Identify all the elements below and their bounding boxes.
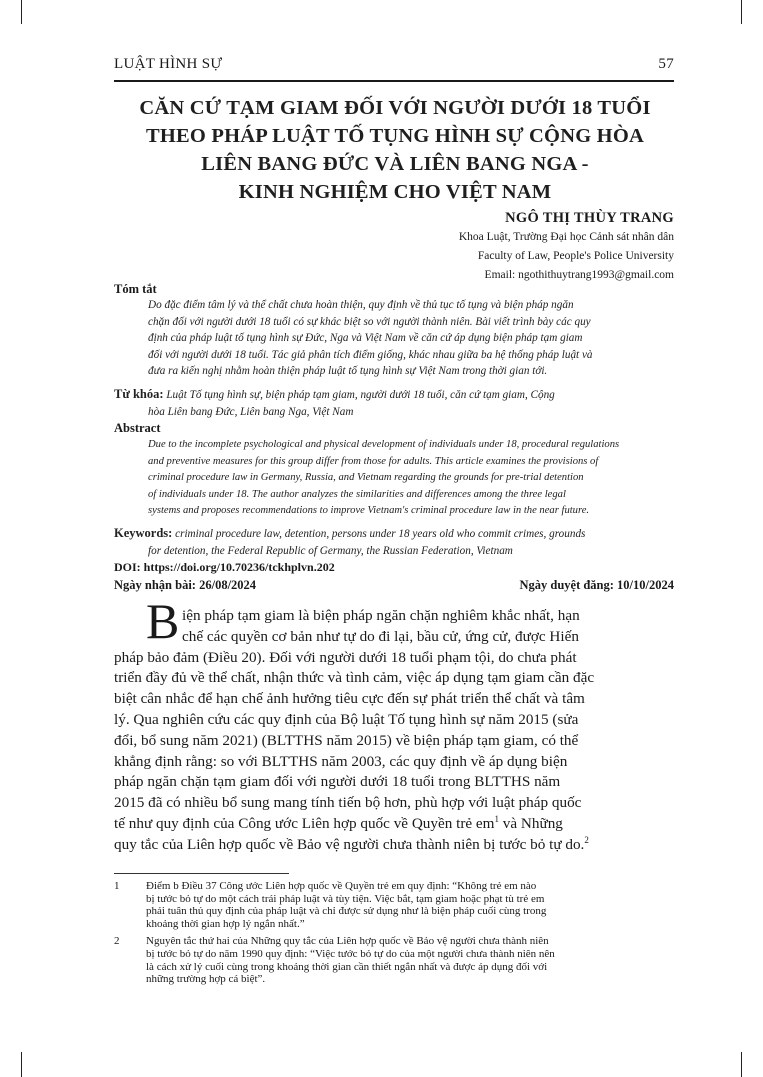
footnote-line: bị tước bỏ tự do một cách trái pháp luật và tùy tiện. Việc bắt, tạm giam hoặc phạt tù trẻ em: [146, 892, 545, 905]
received-date: Ngày nhận bài: 26/08/2024: [114, 578, 257, 592]
body-text: [114, 606, 674, 856]
body-line: khẳng định rằng: so với BLTTHS năm 2003, các quy định về áp dụng biện: [114, 752, 568, 770]
journal-section-name: LUẬT HÌNH SỰ: [114, 56, 223, 72]
keywords-vi-label: Từ khóa:: [114, 387, 164, 401]
abstract-en-text: [148, 437, 674, 520]
author-name: NGÔ THỊ THÙY TRANG: [505, 210, 674, 226]
title-line: LIÊN BANG ĐỨC VÀ LIÊN BANG NGA -: [201, 153, 589, 175]
affiliation-vi: Khoa Luật, Trường Đại học Cảnh sát nhân dân: [458, 231, 674, 243]
body-line: [114, 606, 674, 627]
body-line: 2015 đã có nhiều bổ sung mang tính tiến bộ hơn, phù hợp với luật pháp quốc: [114, 794, 582, 812]
crop-mark-top-right: [741, 0, 742, 24]
body-line: [114, 627, 674, 648]
body-line: đổi, bổ sung năm 2021) (BLTTHS năm 2015) về biện pháp tạm giam, có thể: [114, 731, 579, 749]
keywords-en-label: Keywords:: [114, 526, 173, 540]
title-line: CĂN CỨ TẠM GIAM ĐỐI VỚI NGƯỜI DƯỚI 18 TUỔI: [139, 97, 651, 119]
crop-mark-bottom-right: [741, 1052, 742, 1077]
body-line: [114, 835, 674, 856]
title-line: KINH NGHIỆM CHO VIỆT NAM: [238, 181, 552, 203]
body-line-text: iện pháp tạm giam là biện pháp ngăn chặn nghiêm khắc nhất, hạn: [182, 607, 580, 624]
body-line: biệt cân nhắc để hạn chế ảnh hưởng tiêu cực đến sự phát triển thể chất và tâm: [114, 690, 585, 708]
body-line: pháp ngăn chặn tạm giam đối với người dưới 18 tuổi trong BLTTHS năm: [114, 773, 561, 791]
footnote-ref-2[interactable]: 2: [584, 834, 589, 845]
header-rule: [114, 80, 674, 82]
abstract-en-line: and preventive measures for this group differ from those for adults. This article examines the provisions of: [148, 455, 599, 467]
footnote: [114, 935, 674, 985]
drop-cap: B: [146, 593, 180, 649]
body-line-text: và Những: [498, 814, 563, 832]
keywords-en-line: criminal procedure law, detention, persons under 18 years old who commit crimes, grounds: [175, 528, 586, 540]
abstract-en-line: Due to the incomplete psychological and physical development of individuals under 18, procedural regulations: [148, 439, 620, 450]
summary-vi-text: [148, 297, 674, 380]
footnote-number: 1: [114, 880, 120, 892]
abstract-en-line: systems and proposes recommendations to improve Vietnam's criminal procedure law in the near future.: [148, 505, 590, 517]
keywords-vi: [114, 386, 674, 420]
doi-line: DOI: https://doi.org/10.70236/tckhplvn.202: [114, 560, 335, 574]
footnote-line: là cách xử lý cuối cùng trong khoảng thời gian cần thiết ngắn nhất và được áp dụng đối với: [146, 960, 548, 973]
summary-vi-line: Do đặc điểm tâm lý và thể chất chưa hoàn thiện, quy định về thủ tục tố tụng và biện pháp ngăn: [148, 299, 574, 311]
abstract-en-line: criminal procedure law in Germany, Russia, and Vietnam regarding the grounds for pre-trial detention: [148, 472, 584, 484]
summary-vi-line: đối với người dưới 18 tuổi. Tác giả phân tích điểm giống, khác nhau giữa ba hệ thống pháp luật và: [148, 348, 593, 361]
title-line: THEO PHÁP LUẬT TỐ TỤNG HÌNH SỰ CỘNG HÒA: [146, 125, 644, 147]
footnote-rule: [114, 873, 289, 874]
keywords-vi-line: Luật Tố tụng hình sự, biện pháp tạm giam, người dưới 18 tuổi, căn cứ tạm giam, Cộng: [166, 389, 555, 401]
body-line: [114, 814, 674, 835]
author-block: [300, 208, 674, 285]
body-line: triển đầy đủ về thể chất, nhận thức và tình cảm, việc áp dụng tạm giam cần đặc: [114, 669, 595, 687]
footnote-ref-1[interactable]: 1: [494, 813, 499, 824]
crop-mark-top-left: [21, 0, 22, 24]
keywords-en: [114, 525, 674, 559]
author-email: Email: ngothithuytrang1993@gmail.com: [484, 269, 674, 281]
affiliation-en: Faculty of Law, People's Police University: [477, 250, 674, 262]
summary-vi-line: đưa ra kiến nghị nhằm hoàn thiện pháp luật tố tụng hình sự Việt Nam trong thời gian tới.: [148, 365, 548, 378]
summary-vi-label: Tóm tắt: [114, 282, 157, 296]
crop-mark-bottom-left: [21, 1052, 22, 1077]
body-line-text: quy tắc của Liên hợp quốc về Bảo vệ người chưa thành niên bị tước bỏ tự do.: [114, 835, 585, 853]
footnote-line: Nguyên tắc thứ hai của Những quy tắc của Liên hợp quốc về Bảo vệ người chưa thành niên: [146, 935, 549, 948]
footnote-line: khoảng thời gian hợp lý ngắn nhất.”: [146, 917, 305, 930]
body-line-text: tế như quy định của Công ước Liên hợp quốc về Quyền trẻ em: [114, 814, 495, 832]
abstract-en-line: of individuals under 18. The author analyzes the similarities and differences among the three legal: [148, 488, 566, 500]
body-line: lý. Qua nghiên cứu các quy định của Bộ luật Tố tụng hình sự năm 2015 (sửa: [114, 710, 579, 728]
keywords-vi-line: hòa Liên bang Đức, Liên bang Nga, Việt Nam: [148, 405, 354, 418]
article-title: [100, 94, 690, 206]
running-header: [114, 56, 674, 73]
body-line-text: chế các quyền cơ bản như tự do đi lại, bầu cử, ứng cử, được Hiến: [182, 627, 579, 645]
dates-line: [114, 578, 674, 593]
summary-vi-line: định của pháp luật tố tụng hình sự Đức, Nga và Việt Nam về căn cứ áp dụng biện pháp tạm giam: [148, 332, 583, 345]
footnote: [114, 880, 674, 930]
footnote-number: 2: [114, 935, 120, 948]
footnote-line: bị tước bỏ tự do năm 1990 quy định: “Việc tước bỏ tự do của một người chưa thành niên nên: [146, 947, 555, 960]
abstract-en-label: Abstract: [114, 421, 161, 435]
footnotes: [114, 880, 674, 991]
page-number: 57: [658, 56, 674, 72]
accepted-date: Ngày duyệt đăng: 10/10/2024: [519, 578, 674, 592]
keywords-en-line: for detention, the Federal Republic of Germany, the Russian Federation, Vietnam: [148, 544, 513, 557]
footnote-line: phải tuân thủ quy định của pháp luật và chỉ được sử dụng như là biện pháp cuối cùng trong: [146, 905, 547, 918]
summary-vi-line: chặn đối với người dưới 18 tuổi có sự khác biệt so với người thành niên. Bài viết trình bày các quy: [148, 315, 591, 328]
footnote-line: Điểm b Điều 37 Công ước Liên hợp quốc về Quyền trẻ em quy định: “Không trẻ em nào: [146, 880, 537, 892]
footnote-line: những trường hợp cá biệt”.: [146, 973, 266, 986]
body-line: pháp bảo đảm (Điều 20). Đối với người dưới 18 tuổi phạm tội, do chưa phát: [114, 648, 577, 666]
